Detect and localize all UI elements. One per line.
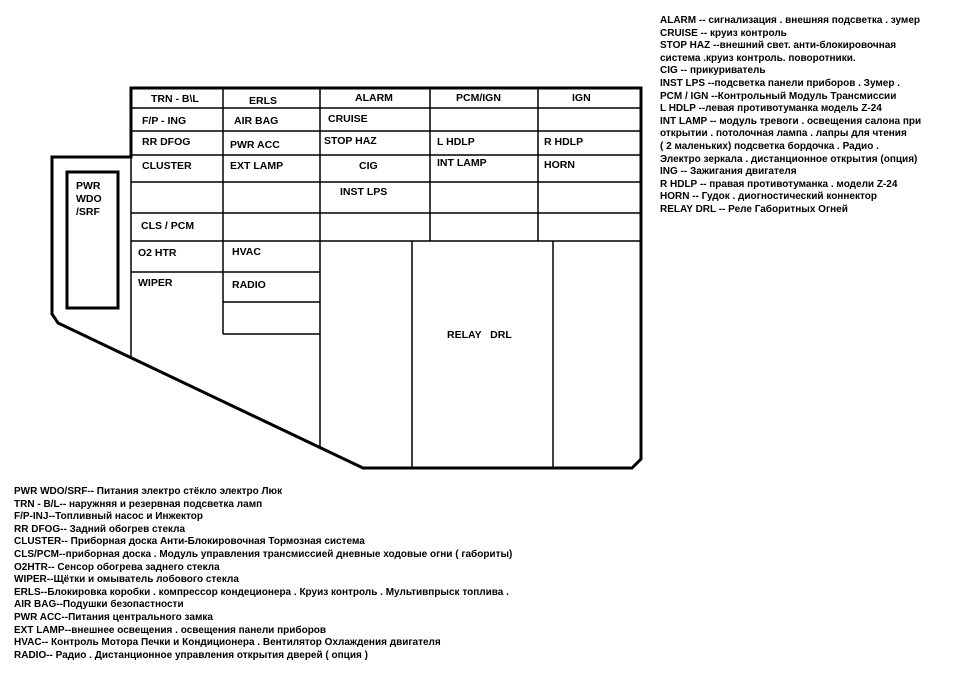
pwr-module-label-line2: WDO	[76, 193, 102, 205]
legend-right-line: STOP HAZ --внешний свет. анти-блокировочная	[660, 40, 897, 52]
legend-bottom-line: O2HTR-- Сенсор обогрева заднего стекла	[14, 561, 220, 573]
legend-right-line: ALARM -- сигнализация . внешняя подсветка . зумер	[660, 15, 920, 26]
legend-bottom-line: AIR BAG--Подушки безопастности	[14, 599, 184, 611]
legend-bottom-line: PWR WDO/SRF-- Питания электро стёкло электро Люк	[14, 486, 283, 497]
fuse-rr-dfog: RR DFOG	[142, 136, 191, 148]
fuse-o2-htr: O2 HTR	[138, 247, 177, 259]
legend-right-line: RELAY DRL -- Реле Габоритных Огней	[660, 203, 848, 215]
fuse-pwr-acc: PWR ACC	[230, 139, 280, 151]
fuse-fp-ing: F/P - ING	[142, 115, 187, 127]
legend-right-line: L HDLP --левая противотуманка модель Z-24	[660, 103, 882, 115]
fuse-l-hdlp: L HDLP	[437, 136, 475, 148]
legend-bottom-line: RADIO-- Радио . Дистанционное управления открытия дверей ( опция )	[14, 649, 368, 661]
pwr-module-label-line3: /SRF	[76, 206, 100, 218]
fuse-inst-lps: INST LPS	[340, 186, 388, 198]
pwr-module-label-line1: PWR	[76, 180, 101, 192]
fuse-radio: RADIO	[232, 279, 266, 291]
legend-right-line: ( 2 маленьких) подсветка бордочка . Радио .	[660, 140, 879, 152]
fuse-cruise: CRUISE	[328, 113, 368, 125]
legend-bottom-line: TRN - B/L-- наружняя и резервная подсветка ламп	[14, 498, 263, 510]
legend-right-line: CIG -- прикуриватель	[660, 65, 766, 77]
legend-right-line: R HDLP -- правая противотуманка . модели Z-24	[660, 178, 898, 190]
fuse-stop-haz: STOP HAZ	[324, 135, 377, 147]
fuse-cluster: CLUSTER	[142, 160, 192, 172]
fuse-cig: CIG	[359, 160, 378, 172]
fuse-ign: IGN	[572, 92, 591, 104]
legend-right-line: система .круиз контроль. поворотники.	[660, 52, 856, 64]
legend-right-line: INT LAMP -- модуль тревоги . освещения салона при	[660, 115, 922, 127]
fuse-wiper: WIPER	[138, 277, 173, 289]
legend-bottom-line: CLUSTER-- Приборная доска Анти-Блокировочная Тормозная система	[14, 536, 365, 548]
legend-right-line: INST LPS --подсветка панели приборов . Зумер .	[660, 77, 901, 89]
legend-bottom	[14, 486, 512, 662]
legend-right-line: открытии . потолочная лампа . лапры для чтения	[660, 128, 907, 140]
legend-right-line: Электро зеркала . дистанционное открытия (опция)	[660, 153, 918, 165]
legend-bottom-line: CLS/PCM--приборная доска . Модуль управления трансмиссией дневные ходовые огни ( габориты)	[14, 548, 513, 560]
fuse-int-lamp: INT LAMP	[437, 157, 487, 169]
legend-right-line: HORN -- Гудок . диогностический коннектор	[660, 191, 877, 203]
fuse-erls: ERLS	[249, 95, 278, 107]
legend-bottom-line: WIPER--Щётки и омыватель лобового стекла	[14, 574, 239, 586]
legend-bottom-line: RR DFOG-- Задний обогрев стекла	[14, 523, 186, 535]
legend-bottom-line: ERLS--Блокировка коробки . компрессор кондеционера . Круиз контроль . Мультивпрыск топлива .	[14, 586, 509, 598]
fuse-trn-bl: TRN - B\L	[151, 93, 199, 105]
fuse-hvac: HVAC	[232, 246, 261, 258]
relay-drl: RELAY DRL	[447, 329, 512, 341]
fuse-r-hdlp: R HDLP	[544, 136, 584, 148]
legend-right	[660, 15, 921, 217]
legend-bottom-line: HVAC-- Контроль Мотора Печки и Кондиционера . Вентилятор Охлаждения двигателя	[14, 637, 441, 649]
fuse-ext-lamp: EXT LAMP	[230, 160, 284, 172]
legend-bottom-line: EXT LAMP--внешнее освещения . освещения панели приборов	[14, 624, 327, 636]
legend-bottom-line: PWR ACC--Питания центрального замка	[14, 611, 213, 623]
fuse-pcm-ign: PCM/IGN	[456, 92, 501, 104]
fuse-horn: HORN	[544, 159, 575, 171]
legend-right-line: ING -- Зажигания двигателя	[660, 166, 797, 178]
legend-right-line: CRUISE -- круиз контроль	[660, 27, 787, 39]
legend-right-line: PCM / IGN --Контрольный Модуль Трансмиссии	[660, 90, 897, 102]
legend-bottom-line: F/P-INJ--Топливный насос и Инжектор	[14, 511, 204, 523]
fuse-air-bag: AIR BAG	[234, 115, 279, 127]
fuse-alarm: ALARM	[355, 92, 393, 104]
fuse-cls-pcm: CLS / PCM	[141, 220, 195, 232]
